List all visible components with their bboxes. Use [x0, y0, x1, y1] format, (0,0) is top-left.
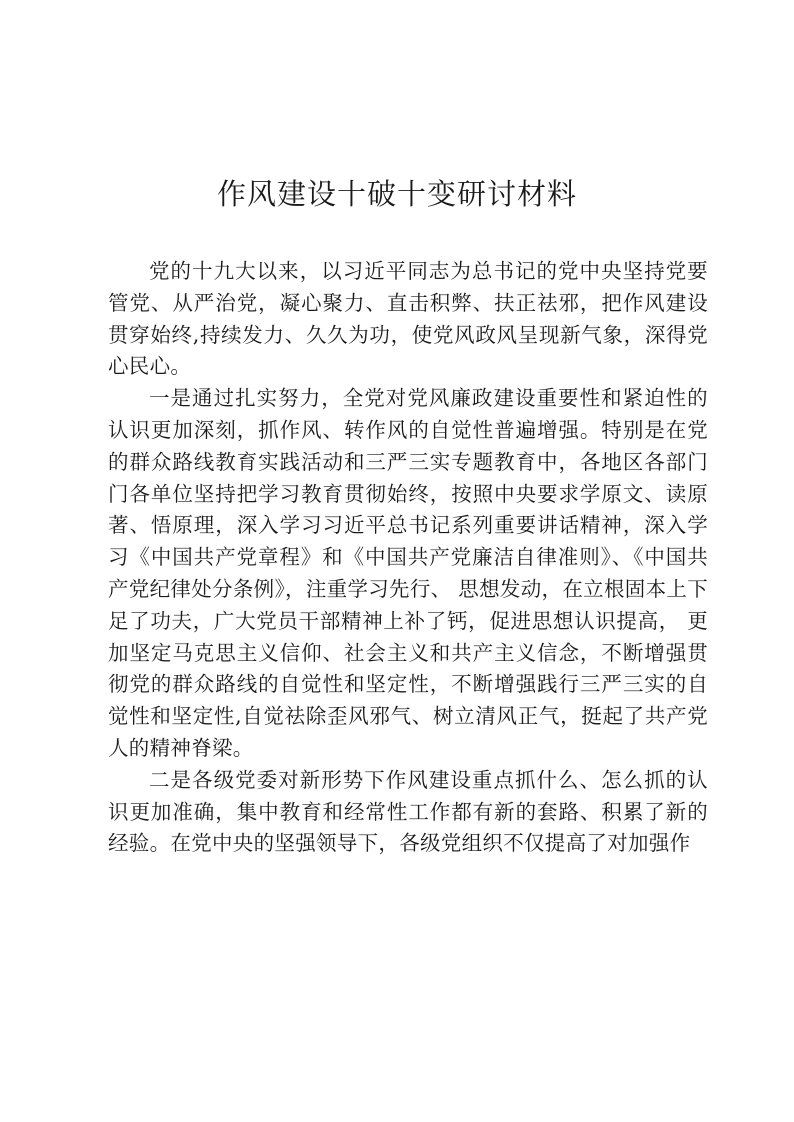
- paragraph-point-one: 一是通过扎实努力，全党对党风廉政建设重要性和紧迫性的认识更加深刻，抓作风、转作风的自觉性普遍增强。特别是在党的群众路线教育实践活动和三严三实专题教育中，各地区各部门门各单位坚持把学习教育贯彻始终，按照中央要求学原文、读原著、悟原理，深入学习习近平总书记系列重要讲话精神，深入学习《中国共产党章程》和《中国共产党廉洁自律准则》、《中国共产党纪律处分条例》，注重学习先行、 思想发动，在立根固本上下足了功夫，广大党员干部精神上补了钙，促进思想认识提高， 更加坚定马克思主义信仰、社会主义和共产主义信念，不断增强贯彻党的群众路线的自觉性和坚定性，不断增强践行三严三实的自觉性和坚定性,自觉祛除歪风邪气、树立清风正气，挺起了共产党人的精神脊梁。: [108, 386, 708, 760]
- document-body: [108, 256, 708, 860]
- document-title: 作风建设十破十变研讨材料: [216, 177, 577, 211]
- paragraph-point-two: 二是各级党委对新形势下作风建设重点抓什么、怎么抓的认识更加准确，集中教育和经常性工作都有新的套路、积累了新的经验。在党中央的坚强领导下，各级党组织不仅提高了对加强作: [108, 767, 708, 856]
- paragraph-intro: 党的十九大以来，以习近平同志为总书记的党中央坚持党要管党、从严治党，凝心聚力、直击积弊、扶正祛邪，把作风建设贯穿始终,持续发力、久久为功，使党风政风呈现新气象，深得党心民心。: [108, 259, 708, 379]
